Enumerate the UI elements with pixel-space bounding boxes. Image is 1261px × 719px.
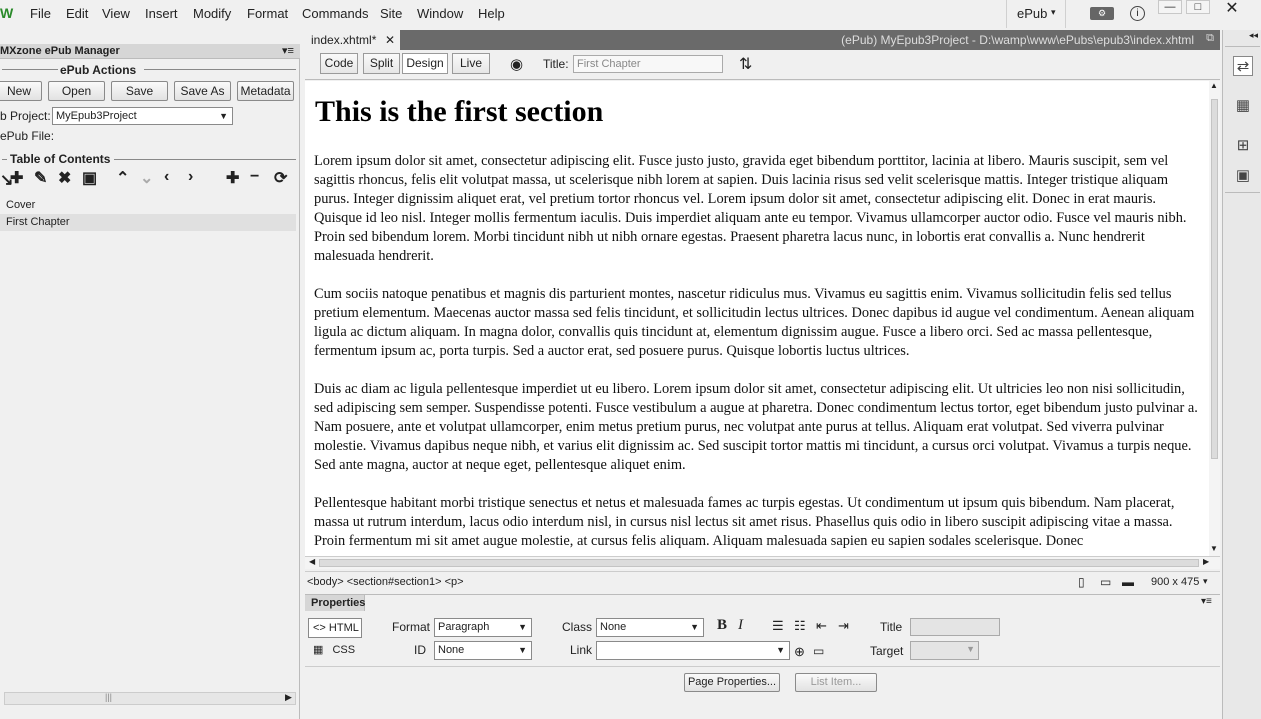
paragraph-1[interactable]: Lorem ipsum dolor sit amet, consectetur adipiscing elit. Fusce justo justo, gravida eget bibendum porttitor, lacinia at libero. Mauris suscipit, sem vel sagittis rhoncus, felis elit volutpat massa, ut scelerisque nibh lorem at sapien. Duis lacinia risus sed velit scelerisque mattis. Integer tristique aliquam purus. Integer dignissim aliquet erat, vel pretium tortor rhoncus vel. Lorem ipsum dolor sit amet, consectetur adipiscing elit. Donec in erat mauris. Quisque id leo nisl. Integer mollis fermentum iaculis. Duis imperdiet aliquam ante eu tempor. Vivamus ullamcorper auctor odio. Fusce vel mauris nibh. Proin sed bibendum lorem. Morbi tincidunt nibh ut nibh ornare egestas. Praesent pharetra lacus nunc, in lobortis erat convallis a. Nunc hendrerit malesuada hendrerit. [314, 153, 1187, 264]
scroll-right-icon[interactable]: ▶ [285, 692, 292, 702]
metadata-button[interactable]: Metadata [237, 81, 294, 101]
css-label: CSS [332, 644, 356, 656]
indent-icon[interactable]: › [188, 168, 194, 185]
scroll-thumb[interactable] [1211, 99, 1218, 459]
tab-index-xhtml[interactable] [305, 30, 400, 50]
expand-all-icon[interactable]: ✚ [226, 170, 240, 187]
italic-button[interactable]: I [738, 617, 743, 633]
divider [305, 666, 1220, 667]
add-icon[interactable]: ✚ [10, 170, 24, 187]
document-tab-bar [305, 30, 1220, 50]
save-as-button[interactable]: Save As [174, 81, 231, 101]
link-input[interactable] [596, 641, 790, 660]
design-view-button[interactable]: Design [402, 53, 448, 74]
live-view-button[interactable]: Live [452, 53, 490, 74]
mobile-size-icon[interactable]: ▯ [1078, 575, 1085, 589]
link-label: Link [570, 643, 593, 657]
toc-item-cover[interactable]: Cover [6, 199, 36, 211]
css-icon: ▦ [313, 644, 324, 656]
document-toolbar [305, 50, 1220, 80]
css-mode-button[interactable] [313, 643, 355, 656]
ordered-list-icon[interactable]: ☷ [794, 618, 806, 633]
project-label: b Project: [0, 109, 51, 123]
collapse-icon[interactable]: ↘ [0, 172, 14, 189]
properties-tab[interactable]: Properties [305, 595, 365, 611]
chevron-down-icon: ▼ [219, 111, 228, 121]
workspace-label: ePub [1017, 6, 1048, 21]
workspace-switcher[interactable] [1006, 0, 1066, 28]
paragraph-4[interactable]: Pellentesque habitant morbi tristique senectus et netus et malesuada fames ac turpis egestas. Ut condimentum ut ipsum quis bibendum. Nam placerat, massa ut rutrum interdum, lacus odio interdum nisl, in cursus nisl lectus sit amet risus. Phasellus quis odio in libero suscipit adipiscing vitae a massa. Proin fermentum mi sit amet augue molestie, at cursus felis aliquam. Aliquam malesuada sapien eu sapien sodales scelerisque. Donec [314, 495, 1175, 549]
chevron-down-icon[interactable]: ▾ [1203, 576, 1208, 586]
left-horizontal-scrollbar[interactable] [4, 692, 296, 705]
class-label: Class [562, 620, 593, 634]
menu-commands[interactable]: Commands [302, 6, 369, 21]
paragraph-3[interactable]: Duis ac diam ac ligula pellentesque imperdiet ut eu libero. Lorem ipsum dolor sit amet, consectetur adipiscing elit. Ut ultricies leo non nisi sollicitudin, sed adipiscing sem semper. Suspendisse potenti. Fusce vestibulum a augue at pharetra. Donec condimentum lectus tortor, eget bibendum justo pulvinar a. Nam posuere, ante et volutpat ullamcorper, enim metus pretium purus, nec volutpat ante purus at tellus. Aliquam erat volutpat. Sed viverra pulvinar molestie. Vivamus dapibus neque nibh, et varius elit dignissim ac. Sed suscipit tortor mattis mi tincidunt, a cursus orci volutpat. Vivamus a turpis neque. Sed ante magna, auctor at neque eget, pellentesque aliquet enim. [314, 381, 1198, 473]
menu-bar [0, 0, 1261, 28]
html-label: HTML [328, 622, 359, 634]
menu-window[interactable]: Window [417, 6, 464, 21]
collapse-dock-icon[interactable]: ◂◂ [1249, 30, 1259, 40]
chevron-down-icon: ▾ [1051, 7, 1056, 17]
menu-insert[interactable]: Insert [145, 6, 178, 21]
title-label: Title [880, 620, 903, 634]
bold-button[interactable]: B [717, 617, 728, 633]
scroll-down-icon[interactable]: ▼ [1210, 544, 1218, 553]
info-icon[interactable]: i [1130, 6, 1145, 21]
dom-panel-icon[interactable]: ⊞ [1236, 137, 1250, 154]
properties-panel [305, 594, 1220, 719]
file-transfer-icon[interactable]: ⇅ [739, 56, 753, 73]
menu-format[interactable]: Format [247, 6, 289, 21]
html-mode-button[interactable] [308, 618, 362, 638]
open-button[interactable]: Open [48, 81, 105, 101]
right-panel-dock [1222, 30, 1261, 719]
paragraph-2[interactable]: Cum sociis natoque penatibus et magnis dis parturient montes, nascetur ridiculus mus. Vivamus eu sagittis enim. Vivamus sollicitudin felis sed tellus pretium elementum. Maecenas auctor massa sed felis tincidunt, et sollicitudin lectus ultrices. Donec dapibus id augue vel condimentum. Aenean aliquam ligula ac dictum aliquam. In magna dolor, convallis quis tincidunt at, elementum dignissim augue. Fusce a libero orci. Sed ac massa pellentesque, fermentum ipsum ac, porta turpis. Sed a auctor erat, sed posuere purus. Quisque lobortis luctus ultrices. [314, 286, 1195, 359]
section-heading[interactable]: This is the first section [315, 95, 604, 128]
move-down-icon[interactable]: ⌄ [140, 170, 154, 187]
project-value: MyEpub3Project [56, 110, 137, 122]
new-button[interactable]: New [0, 81, 42, 101]
format-select[interactable] [434, 618, 532, 637]
insert-panel-icon[interactable]: ⇄ [1233, 56, 1253, 76]
document-path: (ePub) MyEpub3Project - D:\wamp\www\ePubs\epub3\index.xhtml [841, 33, 1194, 47]
actions-title: ePub Actions [60, 63, 137, 77]
chevron-down-icon: ▼ [690, 622, 699, 632]
page-properties-button[interactable]: Page Properties... [684, 673, 780, 692]
chevron-down-icon: ▼ [518, 622, 527, 632]
indent-icon[interactable]: ⇥ [838, 618, 849, 633]
browse-folder-icon[interactable]: ▭ [813, 644, 825, 658]
list-item-button[interactable]: List Item... [795, 673, 877, 692]
menu-edit[interactable]: Edit [66, 6, 89, 21]
globe-preview-icon[interactable]: ◉ [510, 56, 524, 73]
divider [2, 159, 7, 160]
desktop-size-icon[interactable]: ▬ [1122, 575, 1134, 589]
panel-menu-icon[interactable]: ▾≡ [1201, 596, 1212, 607]
tablet-size-icon[interactable]: ▭ [1100, 575, 1112, 589]
id-select[interactable] [434, 641, 532, 660]
menu-view[interactable]: View [102, 6, 130, 21]
chevron-down-icon: ▼ [518, 645, 527, 655]
design-vertical-scrollbar[interactable] [1209, 81, 1220, 556]
app-logo: W [0, 5, 14, 21]
format-label: Format [392, 620, 431, 634]
panel-menu-icon[interactable]: ▾≡ [282, 45, 294, 57]
sync-icon[interactable]: ⚙ [1090, 7, 1114, 20]
chevron-down-icon: ▼ [776, 645, 785, 655]
divider [2, 69, 58, 70]
minimize-icon[interactable]: — [1158, 0, 1182, 14]
save-button[interactable]: Save [111, 81, 168, 101]
id-value: None [438, 644, 465, 656]
menu-file[interactable]: File [30, 6, 51, 21]
scroll-grip-icon[interactable]: ||| [105, 692, 113, 702]
scroll-left-icon[interactable]: ◀ [309, 557, 316, 566]
toc-title: Table of Contents [10, 152, 111, 166]
divider [1225, 46, 1260, 47]
divider [144, 69, 296, 70]
maximize-icon[interactable]: □ [1186, 0, 1210, 14]
design-view[interactable] [305, 81, 1209, 556]
hscroll-thumb[interactable] [319, 559, 1199, 567]
unordered-list-icon[interactable]: ☰ [772, 618, 784, 633]
file-label: ePub File: [0, 129, 55, 143]
menu-help[interactable]: Help [478, 6, 505, 21]
epub-manager-panel [0, 44, 300, 719]
refresh-icon[interactable]: ⟳ [274, 170, 288, 187]
outdent-icon[interactable]: ⇤ [816, 618, 827, 633]
close-tab-icon[interactable]: ✕ [385, 33, 396, 47]
code-icon: <> [313, 622, 326, 634]
divider [114, 159, 296, 160]
code-view-button[interactable]: Code [320, 53, 358, 74]
scroll-up-icon[interactable]: ▲ [1210, 81, 1218, 90]
title-input[interactable] [573, 55, 723, 73]
menu-modify[interactable]: Modify [193, 6, 232, 21]
design-horizontal-scrollbar[interactable] [305, 556, 1220, 569]
title-label: Title: [543, 57, 569, 71]
target-label: Target [870, 644, 904, 658]
project-select[interactable] [52, 107, 233, 125]
status-bar [305, 571, 1220, 593]
split-view-button[interactable]: Split [363, 53, 400, 74]
id-label: ID [414, 643, 426, 657]
toc-item-first-chapter[interactable]: First Chapter [0, 214, 296, 231]
tab-label: index.xhtml* [311, 33, 377, 47]
target-select[interactable] [910, 641, 979, 660]
css-designer-icon[interactable]: ▦ [1235, 97, 1251, 114]
edit-pencil-icon[interactable]: ✎ [34, 170, 48, 187]
clipboard-icon[interactable]: ▣ [82, 170, 98, 187]
point-to-file-icon[interactable]: ⊕ [794, 644, 805, 659]
scroll-right-icon[interactable]: ▶ [1203, 557, 1210, 566]
panel-tab[interactable] [0, 44, 300, 59]
format-value: Paragraph [438, 621, 490, 633]
title-field[interactable] [910, 618, 1000, 636]
restore-icon[interactable]: ⧉ [1206, 32, 1214, 44]
class-select[interactable] [596, 618, 704, 637]
close-icon[interactable]: ✕ [1225, 0, 1239, 17]
move-up-icon[interactable]: ⌃ [116, 170, 130, 187]
panel-title: MXzone ePub Manager [0, 45, 120, 57]
menu-site[interactable]: Site [380, 6, 403, 21]
class-value: None [600, 621, 627, 633]
window-size[interactable]: 900 x 475 [1151, 576, 1200, 588]
chevron-down-icon: ▼ [966, 644, 975, 654]
collapse-all-icon[interactable]: − [250, 168, 260, 185]
outdent-icon[interactable]: ‹ [164, 168, 170, 185]
divider [1225, 192, 1260, 193]
tag-selector[interactable]: <body> <section#section1> <p> [307, 576, 464, 588]
delete-icon[interactable]: ✖ [58, 170, 72, 187]
assets-panel-icon[interactable]: ▣ [1235, 167, 1251, 184]
